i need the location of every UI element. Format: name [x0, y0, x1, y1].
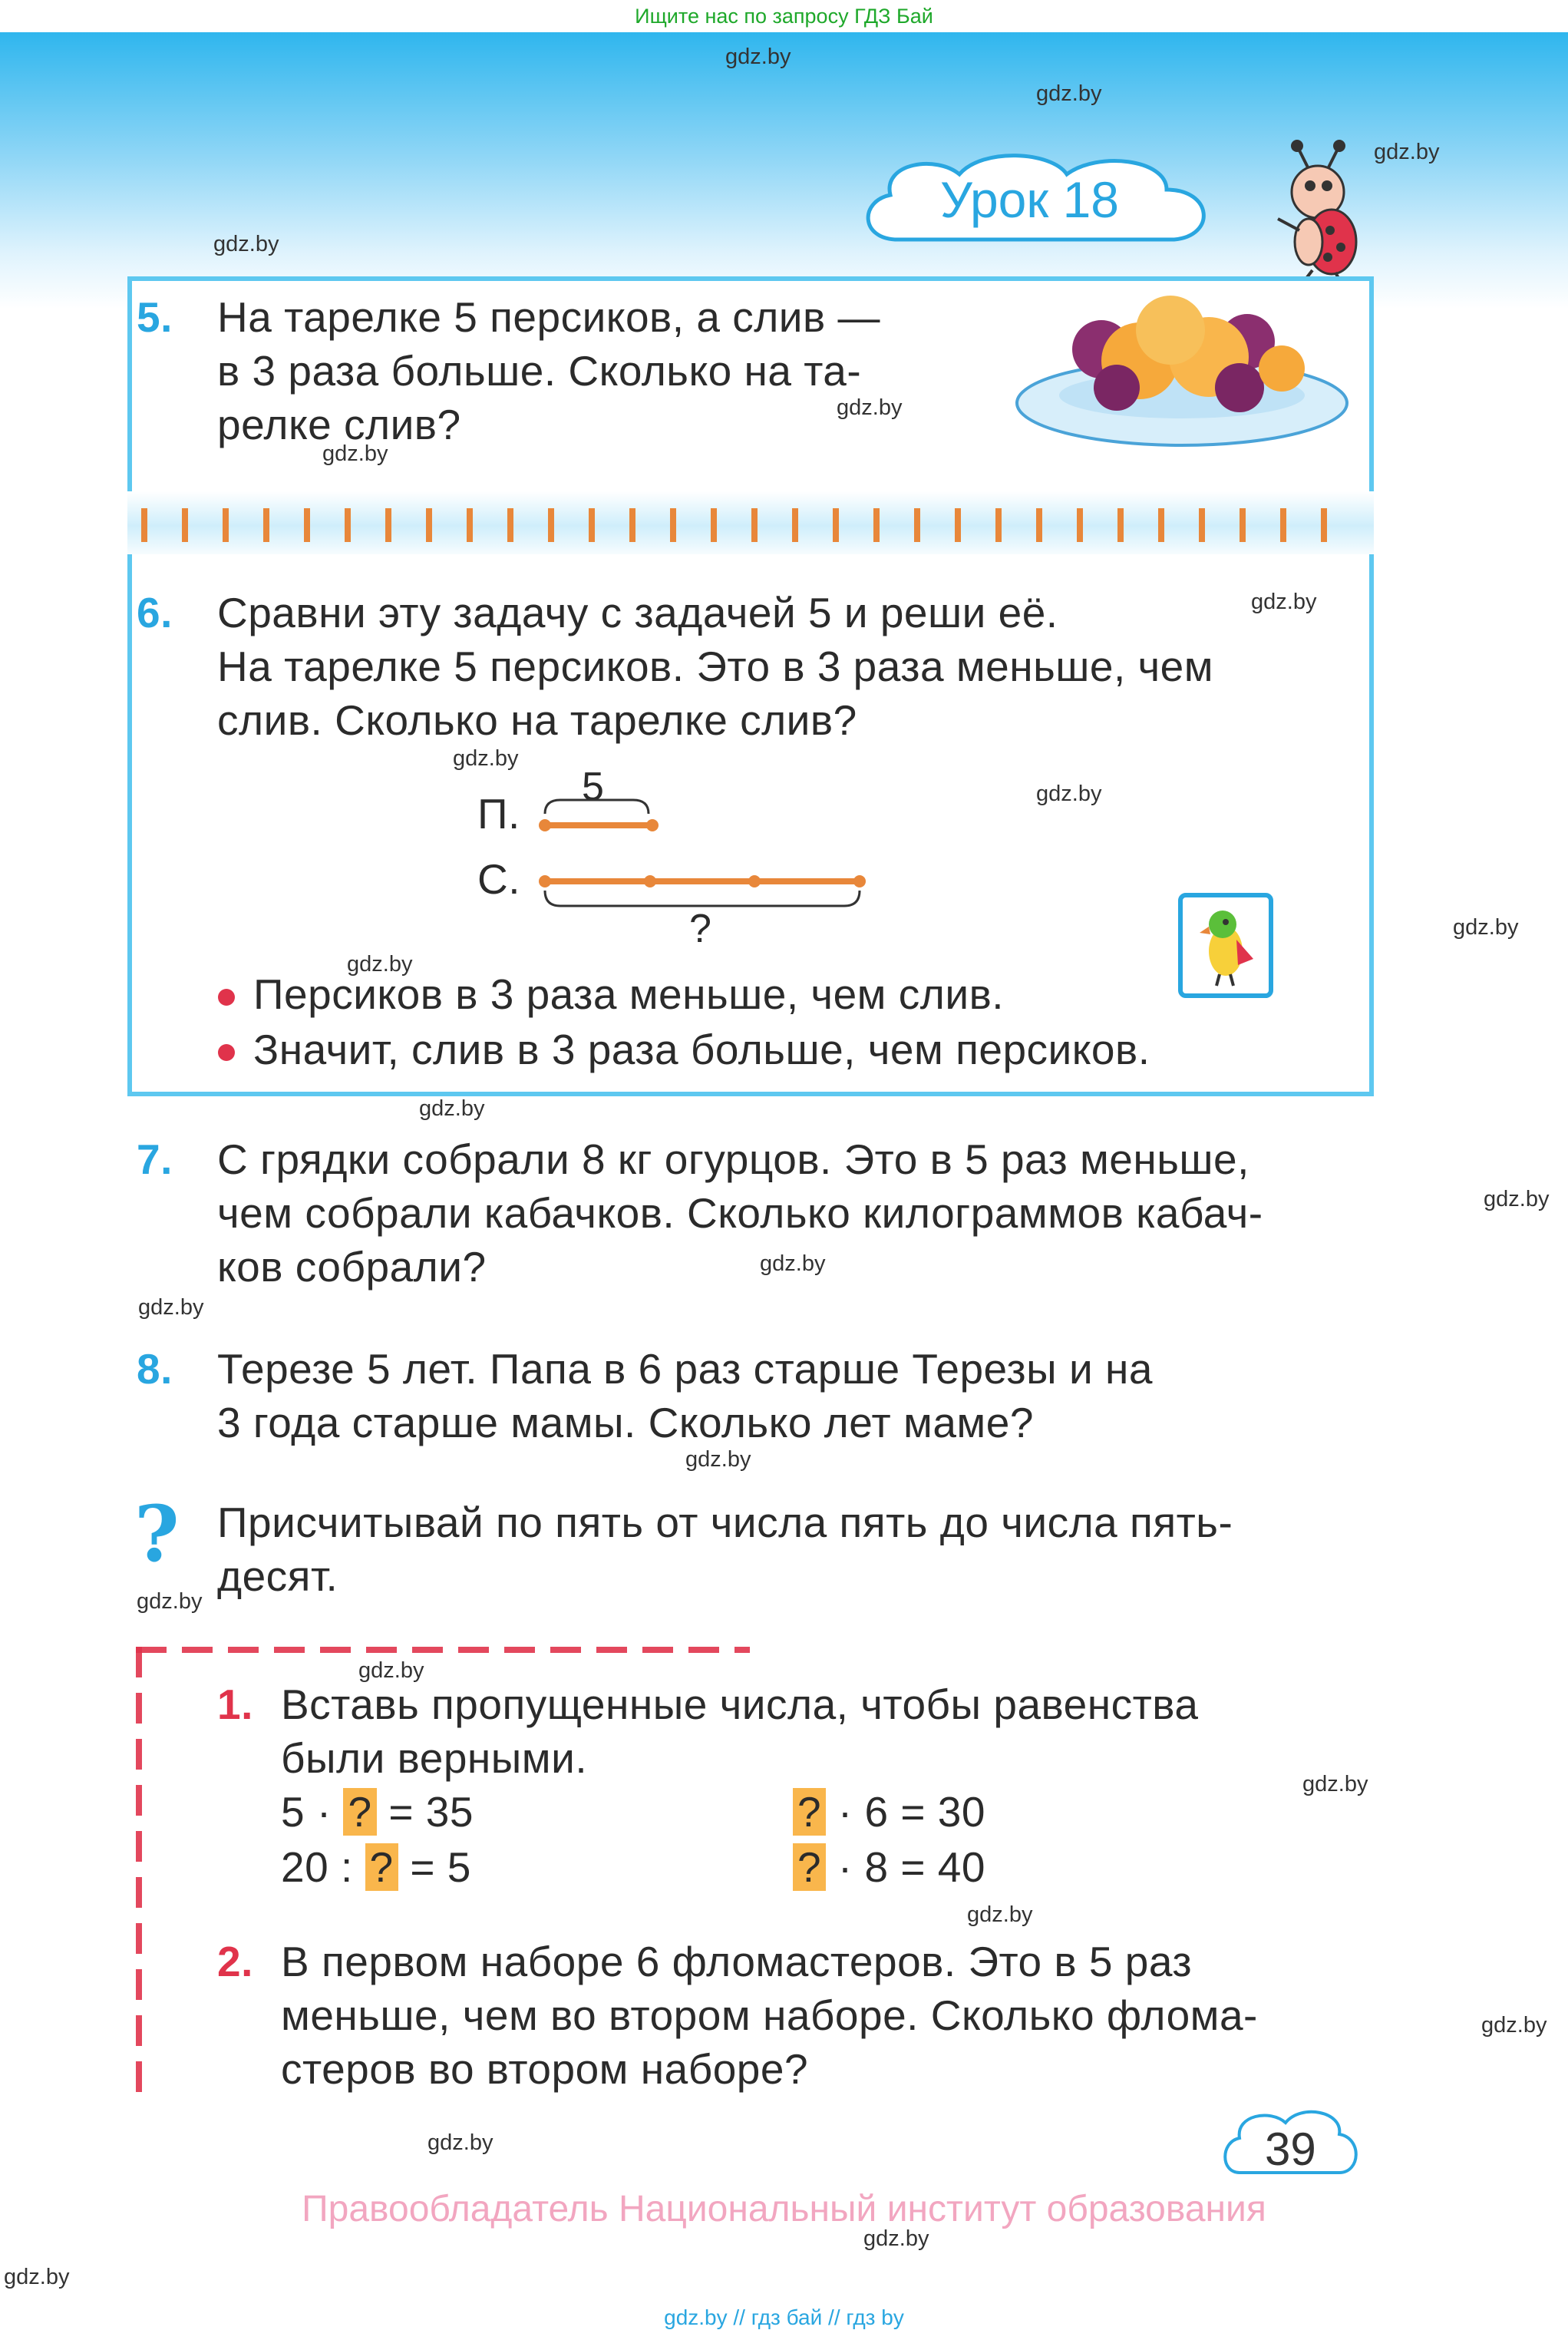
bullet-item: [218, 1023, 1150, 1076]
diagram-top-value: 5: [582, 765, 604, 809]
watermark: gdz.by: [1036, 81, 1102, 106]
spiral-binding: [127, 491, 1374, 560]
bullet-text: Персиков в 3 раза меньше, чем слив.: [253, 970, 1005, 1018]
missing-number[interactable]: ?: [793, 1788, 826, 1836]
watermark: gdz.by: [1481, 2013, 1547, 2038]
watermark: gdz.by: [453, 746, 519, 771]
parrot-icon: [1183, 897, 1269, 993]
watermark: gdz.by: [137, 1589, 203, 1614]
watermark: gdz.by: [1453, 915, 1519, 940]
task5-text: [217, 290, 985, 451]
page-number: 39: [1265, 2124, 1316, 2175]
extra2-line: стеров во втором наборе?: [281, 2045, 809, 2093]
task6-line: слив. Сколько на тарелке слив?: [217, 696, 857, 744]
task8-number: 8.: [137, 1345, 173, 1393]
bottom-brace: [545, 891, 860, 906]
diagram-label-p: П.: [477, 790, 520, 838]
watermark: gdz.by: [419, 1096, 485, 1121]
lesson-title: Урок 18: [940, 171, 1119, 228]
watermark: gdz.by: [760, 1251, 826, 1276]
count-task-line: Присчитывай по пять от числа пять до числа пять-: [217, 1499, 1233, 1546]
task7-line: С грядки собрали 8 кг огурцов. Это в 5 раз меньше,: [217, 1135, 1249, 1183]
count-task-line: десят.: [217, 1552, 338, 1600]
task5-line: в 3 раза больше. Сколько на та-: [217, 347, 862, 395]
missing-number[interactable]: ?: [793, 1843, 826, 1891]
task8-line: Терезе 5 лет. Папа в 6 раз старше Терезы и на: [217, 1345, 1153, 1393]
task6-line: На тарелке 5 персиков. Это в 3 раза меньше, чем: [217, 643, 1214, 690]
dashed-frame-top: [136, 1647, 750, 1653]
bullet-item: [218, 967, 1004, 1021]
equation-1: 5 · ? = 35: [281, 1788, 474, 1836]
extra2-line: В первом наборе 6 фломастеров. Это в 5 раз: [281, 1938, 1193, 1985]
equation-2: ? · 6 = 30: [793, 1785, 985, 1839]
fruit-plate-image: [1009, 288, 1355, 457]
top-note: Ищите нас по запросу ГДЗ Бай: [0, 0, 1568, 32]
count-task-text: [217, 1496, 1368, 1603]
task6-line: Сравни эту задачу с задачей 5 и реши её.: [217, 589, 1058, 636]
watermark: gdz.by: [138, 1295, 204, 1320]
watermark: gdz.by: [427, 2130, 494, 2155]
segment-diagram: [530, 791, 875, 929]
watermark: gdz.by: [213, 232, 279, 256]
extra2-number: 2.: [217, 1938, 253, 1985]
svg-text:?: ?: [134, 1501, 180, 1578]
bullet-dot: [218, 989, 235, 1006]
watermark: gdz.by: [837, 395, 903, 420]
watermark: gdz.by: [1251, 590, 1317, 614]
extra1-number: 1.: [217, 1681, 253, 1728]
task5-line: На тарелке 5 персиков, а слив —: [217, 293, 881, 341]
extra2-line: меньше, чем во втором наборе. Сколько флома-: [281, 1991, 1258, 2039]
diagram-bottom-value: ?: [689, 907, 711, 951]
watermark: gdz.by: [685, 1447, 751, 1472]
task6-text: [217, 586, 1368, 747]
ladybug-icon: [1270, 138, 1370, 284]
task8-line: 3 года старше мамы. Сколько лет маме?: [217, 1399, 1034, 1446]
diagram-label-s: С.: [477, 855, 520, 903]
task7-line: чем собрали кабачков. Сколько килограммов кабач-: [217, 1189, 1263, 1237]
task7-line: ков собрали?: [217, 1243, 487, 1291]
extra1-line: Вставь пропущенные числа, чтобы равенства: [281, 1681, 1199, 1728]
question-icon: [130, 1501, 192, 1578]
extra1-text: [281, 1677, 1371, 1785]
watermark: gdz.by: [1484, 1187, 1550, 1211]
watermark: gdz.by: [322, 441, 388, 466]
dashed-frame-left: [136, 1647, 142, 2107]
task8-text: [217, 1342, 1368, 1449]
copyright: Правообладатель Национальный институт образования: [302, 2189, 1266, 2229]
watermark: gdz.by: [4, 2265, 70, 2289]
equation-4: ? · 8 = 40: [793, 1840, 985, 1894]
task6-number: 6.: [137, 589, 173, 636]
top-brace: [545, 800, 649, 814]
watermark: gdz.by: [863, 2226, 929, 2251]
extra1-line: были верными.: [281, 1734, 588, 1782]
watermark: gdz.by: [1374, 140, 1440, 164]
task7-number: 7.: [137, 1135, 173, 1183]
watermark: gdz.by: [1302, 1772, 1368, 1796]
equation-3: 20 : ? = 5: [281, 1843, 471, 1891]
watermark: gdz.by: [967, 1902, 1033, 1927]
bullet-text: Значит, слив в 3 раза больше, чем персиков.: [253, 1026, 1150, 1073]
footer-links[interactable]: gdz.by // гдз бай // гдз by: [664, 2305, 904, 2329]
watermark: gdz.by: [1036, 782, 1102, 806]
extra2-text: [281, 1935, 1371, 2096]
watermark: gdz.by: [347, 952, 413, 977]
task5-number: 5.: [137, 293, 173, 341]
task5-line: релке слив?: [217, 401, 461, 448]
missing-number[interactable]: ?: [365, 1843, 398, 1891]
bullet-dot: [218, 1044, 235, 1061]
watermark: gdz.by: [725, 45, 791, 69]
parrot-badge: [1178, 893, 1273, 998]
watermark: gdz.by: [358, 1658, 424, 1683]
missing-number[interactable]: ?: [343, 1788, 376, 1836]
